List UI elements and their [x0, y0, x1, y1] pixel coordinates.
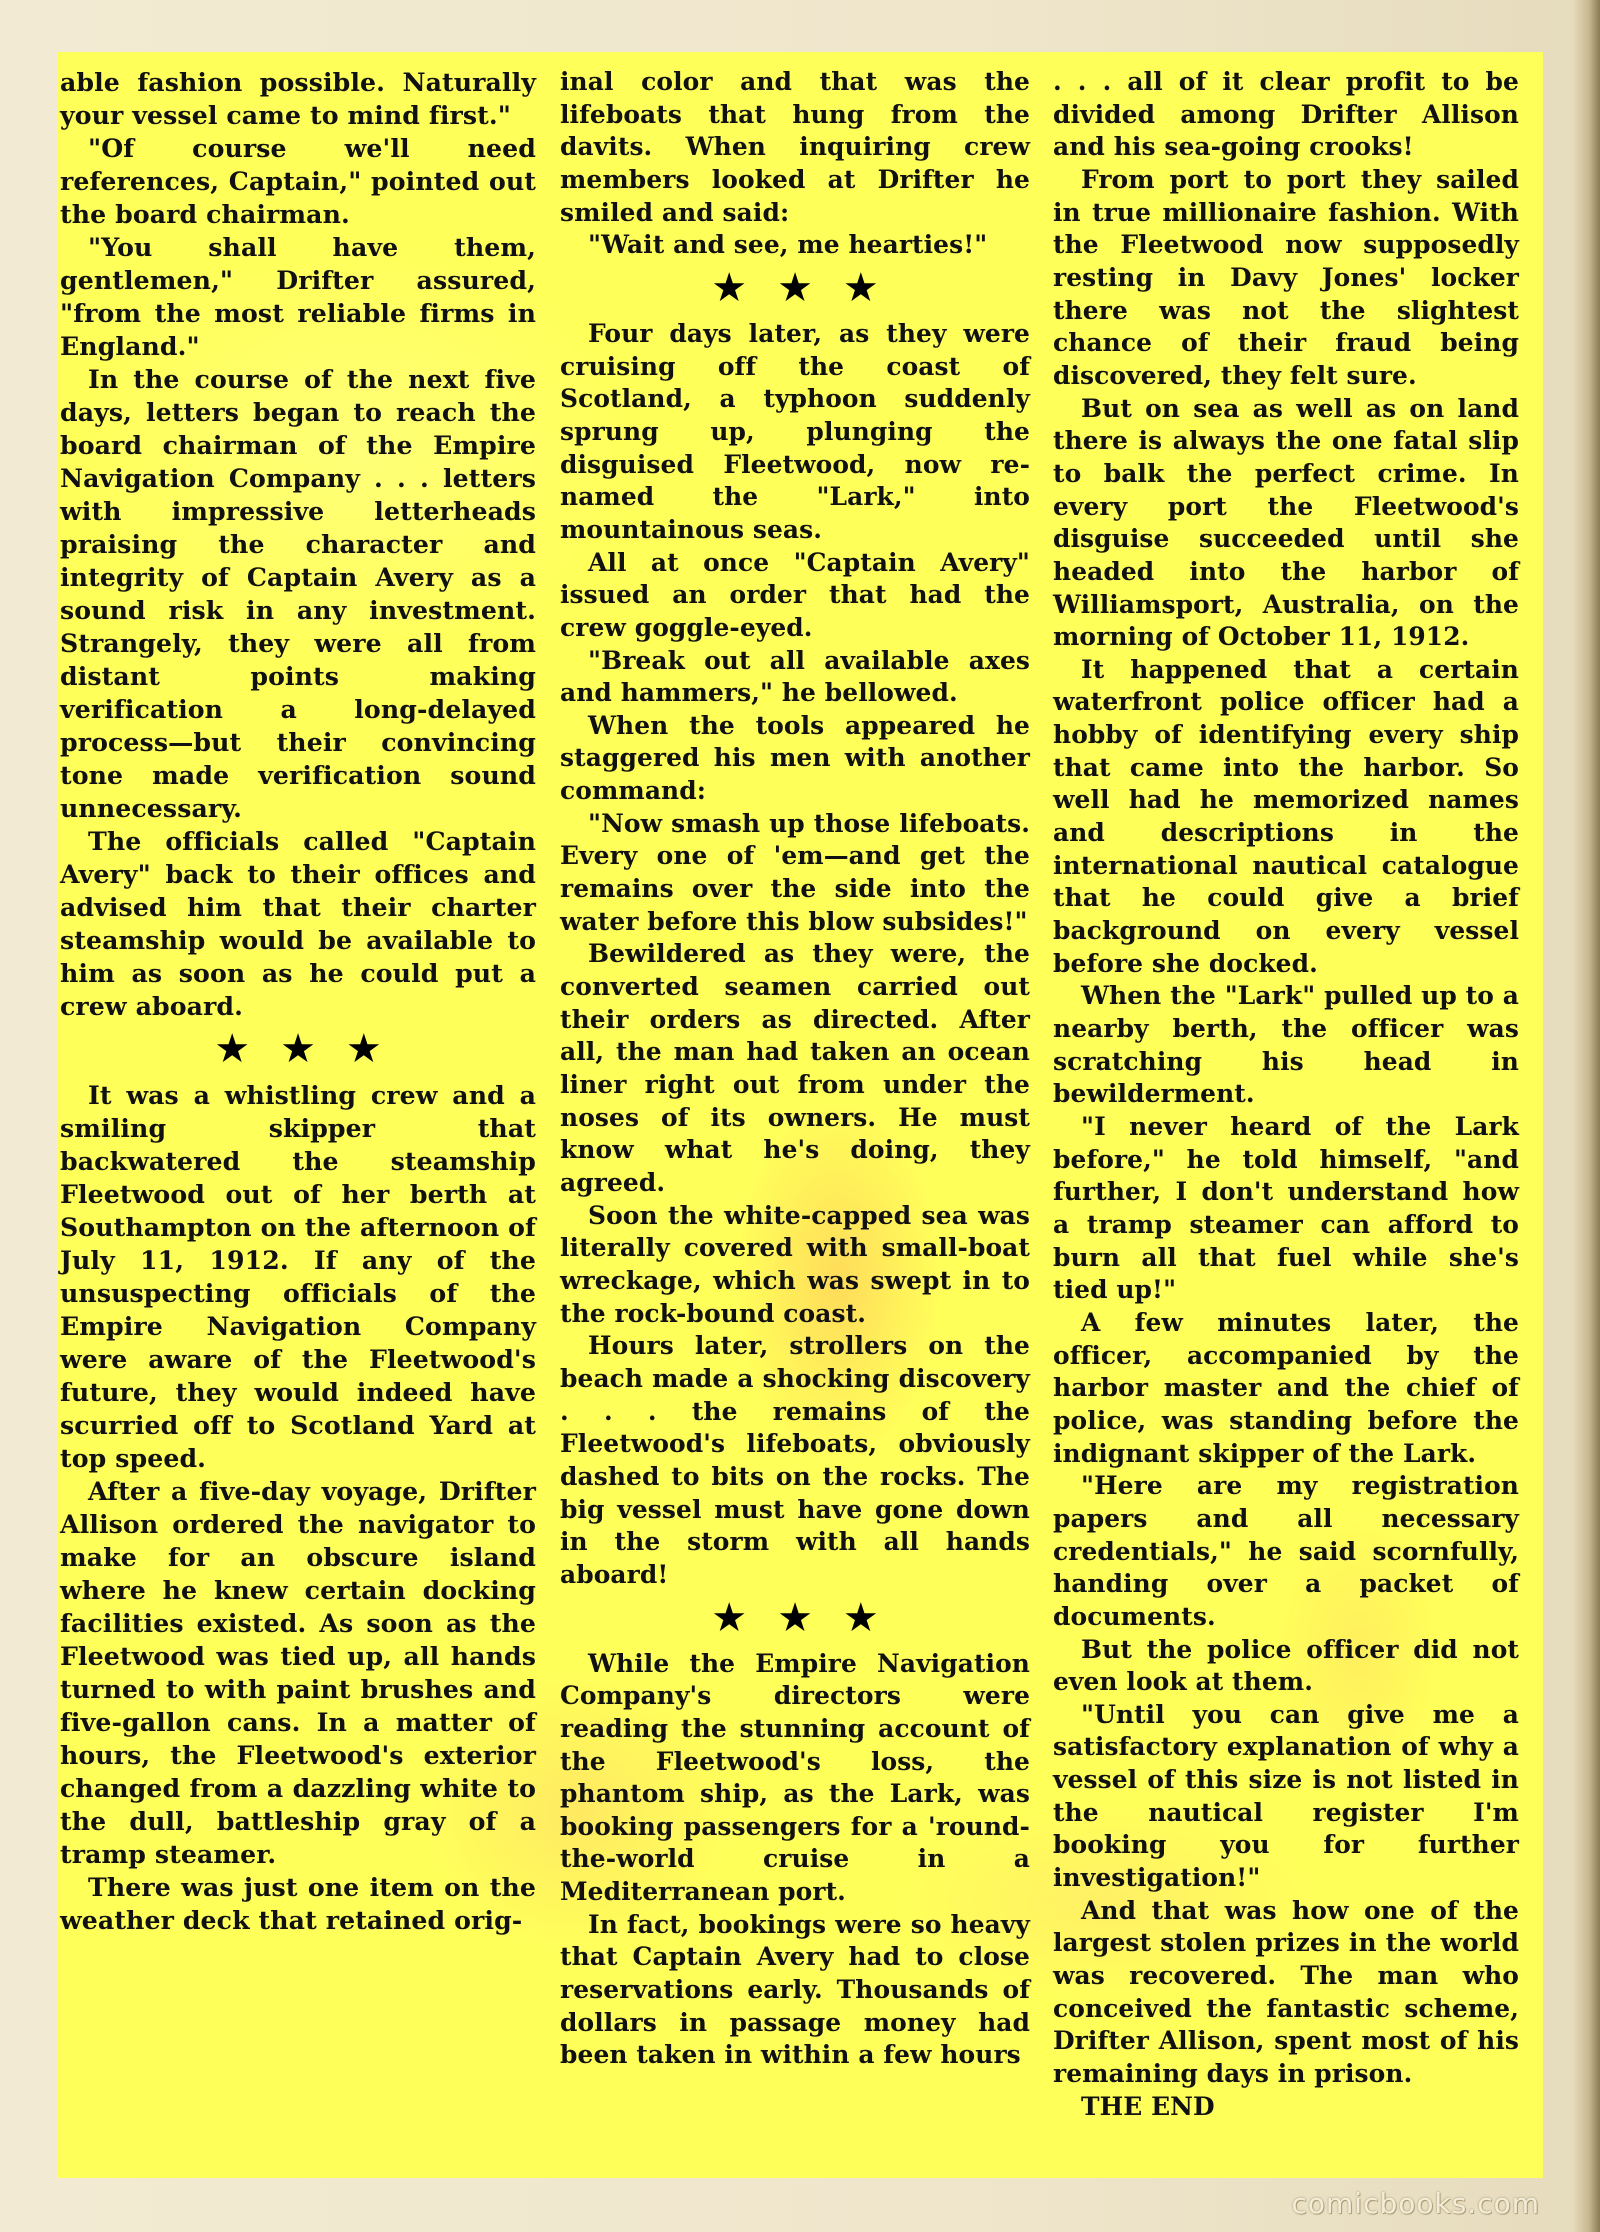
paragraph: "You shall have them, gentlemen," Drifter assured, "from the most reliable firms in England.": [60, 232, 536, 361]
paragraph: able fashion possible. Naturally your vessel came to mind first.": [60, 67, 536, 130]
paragraph: All at once "Captain Avery" issued an order that had the crew goggle-eyed.: [560, 547, 1030, 642]
paragraph: . . . all of it clear profit to be divided among Drifter Allison and his sea-going crooks!: [1053, 67, 1519, 162]
paragraph: There was just one item on the weather deck that retained orig-: [60, 1872, 536, 1935]
paragraph: Soon the white-capped sea was literally covered with small-boat wreckage, which was swept in to the rock-bound coast.: [560, 1200, 1030, 1328]
paragraph: While the Empire Navigation Company's directors were reading the stunning account of the Fleetwood's loss, the phantom ship, as the Lark, was booking passengers for a 'round-the-world cruise in a Mediterranean port.: [560, 1648, 1030, 1907]
section-break-stars: ★★★: [711, 264, 909, 311]
story-end-label: THE END: [1081, 2091, 1215, 2121]
paragraph: It was a whistling crew and a smiling skipper that backwatered the steamship Fleetwood out of her berth at Southampton on the afternoon of July 11, 1912. If any of the unsuspecting officials of the Empire Navigation Company were aware of the Fleetwood's future, they would indeed have scurried off to Scotland Yard at top speed.: [60, 1080, 536, 1473]
paragraph: "Now smash up those lifeboats. Every one of 'em—and get the remains over the side into the water before this blow subsides!": [560, 808, 1030, 936]
paragraph: "I never heard of the Lark before," he told himself, "and further, I don't understand how a tramp steamer can afford to burn all that fuel while she's tied up!": [1053, 1112, 1519, 1305]
paragraph: "Break out all available axes and hammers," he bellowed.: [560, 645, 1030, 708]
section-break-stars: ★★★: [711, 1594, 909, 1641]
paragraph: When the tools appeared he staggered his men with another command:: [560, 710, 1030, 806]
paragraph: "Of course we'll need references, Captain," pointed out the board chairman.: [60, 133, 536, 229]
paragraph: "Wait and see, me hearties!": [588, 230, 988, 260]
paragraph: A few minutes later, the officer, accompanied by the harbor master and the chief of police, was standing before the indignant skipper of the Lark.: [1053, 1307, 1519, 1468]
paragraph: inal color and that was the lifeboats that hung from the davits. When inquiring crew members looked at Drifter he smiled and said:: [560, 67, 1030, 227]
paragraph: When the "Lark" pulled up to a nearby berth, the officer was scratching his head in bewilderment.: [1053, 981, 1519, 1109]
paragraph: Four days later, as they were cruising off the coast of Scotland, a typhoon suddenly sprung up, plunging the disguised Fleetwood, now re-named the "Lark," into mountainous seas.: [560, 318, 1030, 544]
site-watermark: comicbooks.com: [1291, 2187, 1540, 2220]
text-column-2: [560, 66, 1030, 2072]
paragraph: After a five-day voyage, Drifter Allison ordered the navigator to make for an obscure island where he knew certain docking facilities existed. As soon as the Fleetwood was tied up, all hands turned to with paint brushes and five-gallon cans. In a matter of hours, the Fleetwood's exterior changed from a dazzling white to the dull, battleship gray of a tramp steamer.: [60, 1476, 536, 1869]
paragraph: Hours later, strollers on the beach made a shocking discovery . . . the remains of the Fleetwood's lifeboats, obviously dashed to bits on the rocks. The big vessel must have gone down in the storm with all hands aboard!: [560, 1331, 1030, 1589]
paragraph: And that was how one of the largest stolen prizes in the world was recovered. The man who conceived the fantastic scheme, Drifter Allison, spent most of his remaining days in prison.: [1053, 1895, 1519, 2089]
paragraph: "Until you can give me a satisfactory explanation of why a vessel of this size is not listed in the nautical register I'm booking you for further investigation!": [1053, 1699, 1519, 1893]
paragraph: "Here are my registration papers and all necessary credentials," he said scornfully, handing over a packet of documents.: [1053, 1471, 1519, 1631]
paragraph: But the police officer did not even look at them.: [1053, 1634, 1519, 1697]
paragraph: But on sea as well as on land there is always the one fatal slip to balk the perfect crime. In every port the Fleetwood's disguise succeeded until she headed into the harbor of Williamsport, Australia, on the morning of October 11, 1912.: [1053, 393, 1519, 652]
text-column-1: [58, 66, 536, 1937]
section-break-stars: ★★★: [214, 1026, 412, 1072]
text-column-3: [1053, 66, 1519, 2123]
paragraph: It happened that a certain waterfront police officer had a hobby of identifying every ship that came into the harbor. So well had he memorized names and descriptions in the international nautical catalogue that he could give a brief background on every vessel before she docked.: [1053, 654, 1519, 978]
paragraph: The officials called "Captain Avery" back to their offices and advised him that their charter steamship would be available to him as soon as he could put a crew aboard.: [60, 826, 536, 1021]
paragraph: In fact, bookings were so heavy that Captain Avery had to close reservations early. Thousands of dollars in passage money had been taken in within a few hours: [560, 1909, 1030, 2070]
paragraph: From port to port they sailed in true millionaire fashion. With the Fleetwood now supposedly resting in Davy Jones' locker there was not the slightest chance of their fraud being discovered, they felt sure.: [1053, 164, 1519, 390]
text-panel: [58, 52, 1543, 2178]
paragraph: In the course of the next five days, letters began to reach the board chairman of the Empire Navigation Company . . . letters with impressive letterheads praising the character and integrity of Captain Avery as a sound risk in any investment. Strangely, they were all from distant points making verification a long-delayed process—but their convincing tone made verification sound unnecessary.: [60, 364, 536, 823]
page-binding-edge: [1572, 0, 1600, 2232]
paragraph: Bewildered as they were, the converted seamen carried out their orders as directed. After all, the man had taken an ocean liner right out from under the noses of its owners. He must know what he's doing, they agreed.: [560, 939, 1030, 1197]
